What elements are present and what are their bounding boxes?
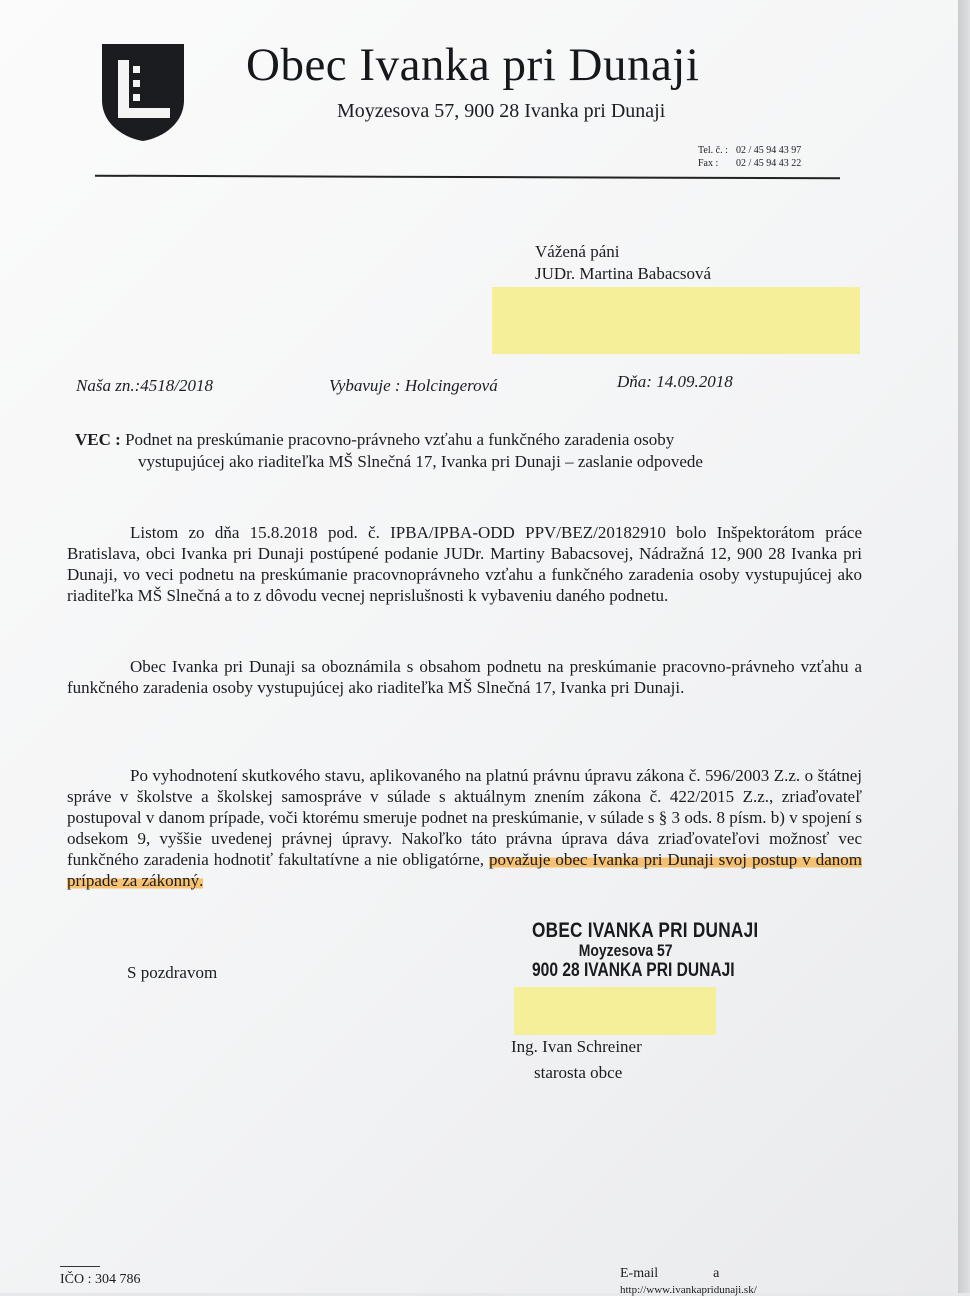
recipient-name: JUDr. Martina Babacsová bbox=[535, 264, 712, 283]
stamp-line-1: OBEC IVANKA PRI DUNAJI bbox=[532, 919, 759, 942]
stamp-line-3: 900 28 IVANKA PRI DUNAJI bbox=[532, 960, 735, 981]
footer-email bbox=[620, 1266, 719, 1282]
signer-name: Ing. Ivan Schreiner bbox=[511, 1037, 642, 1056]
paragraph-1-text: Listom zo dňa 15.8.2018 pod. č. IPBA/IPBA-ODD PPV/BEZ/20182910 bolo Inšpektorátom práce Bratislava, obci Ivanka pri Dunaji postúpené podanie JUDr. Martiny Babacsovej, Nádražná 12, 900 28 Ivanka pri Dunaji, vo veci podnetu na preskúmanie pracovnoprávneho vzťahu a funkčného zaradenia osoby vystupujúcej ako riaditeľka MŠ Slnečná a to z dôvodu vecnej neprislušnosti k vybaveniu daného podnetu. bbox=[67, 523, 862, 605]
paragraph-1 bbox=[67, 522, 862, 606]
footer-website: http://www.ivankapridunaji.sk/ bbox=[620, 1284, 757, 1296]
subject-line-1: Podnet na preskúmanie pracovno-právneho vzťahu a funkčného zaradenia osoby bbox=[125, 430, 675, 449]
fax-row bbox=[698, 157, 801, 170]
contact-block bbox=[698, 144, 801, 170]
reference-number: Naša zn.:4518/2018 bbox=[76, 376, 213, 395]
recipient-salutation: Vážená páni bbox=[535, 242, 620, 261]
fax-number: 02 / 45 94 43 22 bbox=[736, 158, 802, 169]
redacted-address bbox=[492, 287, 860, 354]
page-edge-shadow bbox=[958, 0, 970, 1293]
signer-title: starosta obce bbox=[534, 1063, 623, 1082]
subject-block bbox=[75, 429, 855, 473]
handled-by: Vybavuje : Holcingerová bbox=[329, 376, 498, 395]
signer-block bbox=[511, 1034, 642, 1086]
footer-ico: IČO : 304 786 bbox=[60, 1272, 141, 1287]
recipient-block bbox=[535, 241, 711, 285]
official-stamp bbox=[532, 921, 758, 981]
organization-address: Moyzesova 57, 900 28 Ivanka pri Dunaji bbox=[337, 100, 666, 122]
letter-date: Dňa: 14.09.2018 bbox=[617, 372, 733, 391]
phone-row bbox=[698, 144, 801, 157]
paragraph-3 bbox=[67, 765, 862, 891]
municipal-crest-logo bbox=[100, 42, 186, 142]
subject-line-2: vystupujúcej ako riaditeľka MŠ Slnečná 17, Ivanka pri Dunaji – zaslanie odpovede bbox=[138, 452, 703, 471]
stamp-line-2: Moyzesova 57 bbox=[578, 941, 673, 960]
footer-email-label: E-mail bbox=[620, 1266, 659, 1281]
footer-email-fragment: a bbox=[713, 1266, 720, 1281]
header-divider bbox=[95, 175, 840, 180]
highlighted-conclusion: považuje obec Ivanka pri Dunaji svoj postup v danom prípade za zákonný. bbox=[67, 850, 863, 890]
paragraph-3-text: Po vyhodnotení skutkového stavu, aplikovaného na platnú právnu úpravu zákona č. 596/2003 Z.z. o štátnej správe v školstve a školskej samospráve v súlade s aktuálnym znením zákona č. 422/2015 Z.z., zriaďovateľ postupoval v danom prípade, voči ktorému smeruje podnet na preskúmanie, v súlade s § 3 ods. 8 písm. b) v spojení s odsekom 9, vyššie uvedenej právnej úpravy. Nakoľko táto právna úprava dáva zriaďovateľovi možnosť vec funkčného zaradenia hodnotiť fakultatívne a nie obligatórne, bbox=[67, 766, 862, 869]
phone-number: 02 / 45 94 43 97 bbox=[736, 145, 802, 156]
closing-greeting: S pozdravom bbox=[127, 963, 218, 982]
organization-name: Obec Ivanka pri Dunaji bbox=[246, 39, 700, 91]
fax-label: Fax : bbox=[698, 158, 719, 169]
subject-label: VEC : bbox=[75, 430, 121, 449]
footer-divider bbox=[60, 1266, 100, 1267]
paragraph-2-text: Obec Ivanka pri Dunaji sa oboznámila s obsahom podnetu na preskúmanie pracovno-právneho vzťahu a funkčného zaradenia osoby vystupujúcej ako riaditeľka MŠ Slnečná 17, Ivanka pri Dunaji. bbox=[67, 657, 862, 697]
redacted-signature bbox=[514, 987, 716, 1035]
phone-label: Tel. č. : bbox=[698, 145, 728, 156]
paragraph-2 bbox=[67, 656, 862, 698]
